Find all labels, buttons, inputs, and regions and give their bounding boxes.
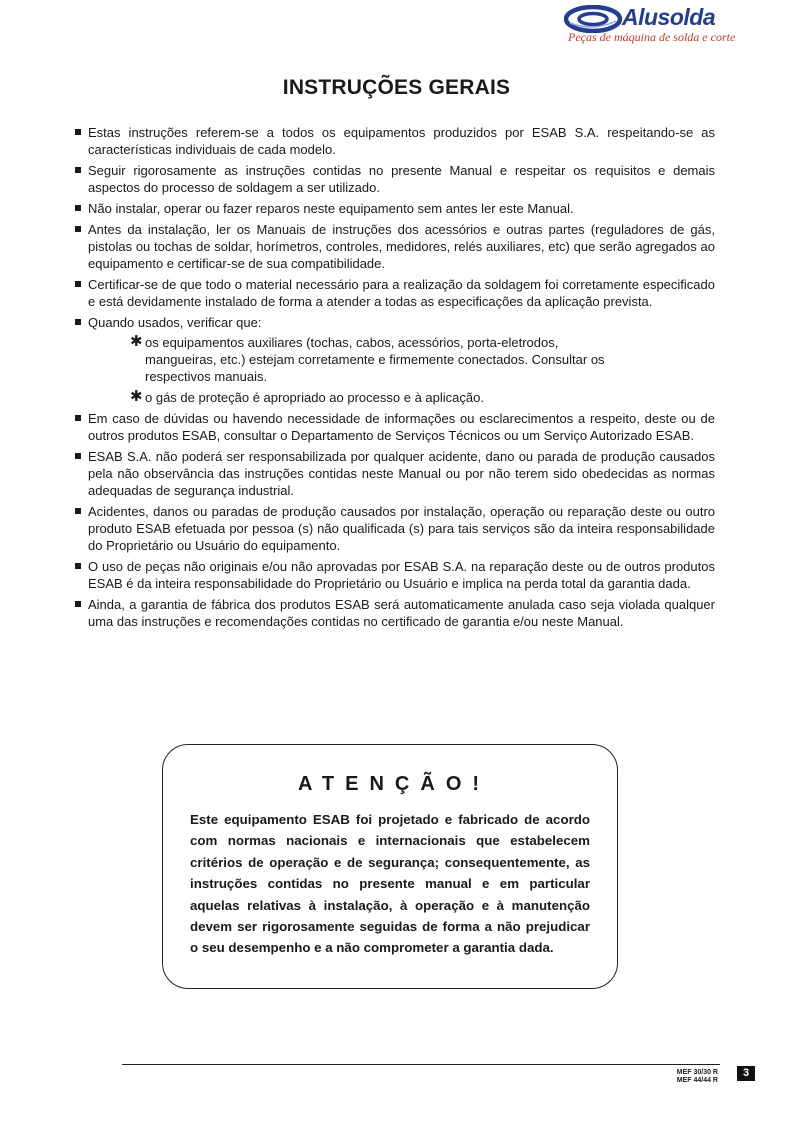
attention-text: Este equipamento ESAB foi projetado e fabricado de acordo com normas nacionais e internacionais que estabelecem critérios de operação e de segurança; consequentemente, as instruções contidas no presente manual e em particular aquelas relativas à instalação, à operação e à manutenção devem ser rigorosamente seguidas de forma a não prejudicar o seu desempenho e a não comprometer a garantia dada. (190, 812, 590, 956)
alusolda-logo (560, 2, 790, 48)
asterisk-bullet-icon: ✱ (130, 388, 143, 405)
asterisk-bullet-icon: ✱ (130, 333, 143, 350)
square-bullet-icon (75, 281, 81, 287)
page-number: 3 (737, 1066, 755, 1081)
sub-item (130, 334, 615, 385)
instruction-list (73, 124, 715, 634)
instruction-item (73, 314, 715, 406)
logo-swoosh-icon (564, 5, 622, 33)
square-bullet-icon (75, 508, 81, 514)
instruction-text: ESAB S.A. não poderá ser responsabilizada por qualquer acidente, dano ou parada de produção causados pela não observância das instruções contidas neste Manual ou por não terem sido obedecidas as normas adequadas de segurança industrial. (88, 449, 715, 498)
instruction-item (73, 124, 715, 158)
instruction-item (73, 221, 715, 272)
square-bullet-icon (75, 129, 81, 135)
logo-tagline: Peças de máquina de solda e corte (568, 30, 736, 44)
footer-rule (122, 1064, 720, 1065)
sub-item-text: o gás de proteção é apropriado ao processo e à aplicação. (145, 390, 484, 405)
instruction-item (73, 200, 715, 217)
instruction-item (73, 448, 715, 499)
instruction-item (73, 503, 715, 554)
instruction-text: Seguir rigorosamente as instruções contidas no presente Manual e respeitar os requisitos e demais aspectos do processo de soldagem a ser utilizado. (88, 163, 715, 195)
square-bullet-icon (75, 415, 81, 421)
doc-code-line-1: MEF 30/30 R (676, 1069, 718, 1076)
instruction-text: Antes da instalação, ler os Manuais de instruções dos acessórios e outras partes (reguladores de gás, pistolas ou tochas de soldar, horímetros, controles, medidores, relés auxiliares, etc) que serão agregados ao equipamento e certificar-se de sua compatibilidade. (88, 222, 715, 271)
instruction-item (73, 410, 715, 444)
instruction-item (73, 162, 715, 196)
sub-list (88, 334, 715, 406)
instruction-text: Em caso de dúvidas ou havendo necessidade de informações ou esclarecimentos a respeito, deste ou de outros produtos ESAB, consultar o Departamento de Serviços Técnicos ou um Serviço Autorizado ESAB. (88, 411, 715, 443)
instruction-text: Acidentes, danos ou paradas de produção causados por instalação, operação ou reparação deste ou outro produto ESAB efetuada por pessoa (s) não qualificada (s) para tais serviços são da inteira responsabilidade do Proprietário ou Usuário do equipamento. (88, 504, 715, 553)
doc-code-line-2: MEF 44/44 R (676, 1077, 718, 1084)
square-bullet-icon (75, 205, 81, 211)
sub-item-text: os equipamentos auxiliares (tochas, cabos, acessórios, porta-eletrodos, mangueiras, etc.) estejam corretamente e firmemente conectados. Consultar os respectivos manuais. (145, 335, 605, 384)
instruction-item (73, 596, 715, 630)
instruction-text: Quando usados, verificar que: (88, 315, 262, 330)
square-bullet-icon (75, 563, 81, 569)
attention-box (162, 744, 618, 989)
attention-title: ATENÇÃO! (297, 773, 491, 795)
square-bullet-icon (75, 601, 81, 607)
sub-item (130, 389, 615, 406)
page-title: INSTRUÇÕES GERAIS (282, 76, 511, 99)
instruction-text: Não instalar, operar ou fazer reparos neste equipamento sem antes ler este Manual. (88, 201, 574, 216)
instruction-item (73, 276, 715, 310)
square-bullet-icon (75, 167, 81, 173)
doc-code (660, 1069, 718, 1085)
instruction-text: Estas instruções referem-se a todos os equipamentos produzidos por ESAB S.A. respeitando-se as características individuais de cada modelo. (88, 125, 715, 157)
square-bullet-icon (75, 226, 81, 232)
instruction-text: Certificar-se de que todo o material necessário para a realização da soldagem foi corretamente especificado e está devidamente instalado de forma a atender a todas as especificações da aplicação prevista. (88, 277, 715, 309)
square-bullet-icon (75, 319, 81, 325)
instruction-text: O uso de peças não originais e/ou não aprovadas por ESAB S.A. na reparação deste ou de outros produtos ESAB é da inteira responsabilidade do Proprietário ou Usuário e implica na perda total da garantia dada. (88, 559, 715, 591)
instruction-item (73, 558, 715, 592)
logo-brand: Alusolda (622, 4, 716, 30)
square-bullet-icon (75, 453, 81, 459)
instruction-text: Ainda, a garantia de fábrica dos produtos ESAB será automaticamente anulada caso seja violada qualquer uma das instruções e recomendações contidas no certificado de garantia e/ou neste Manual. (88, 597, 715, 629)
